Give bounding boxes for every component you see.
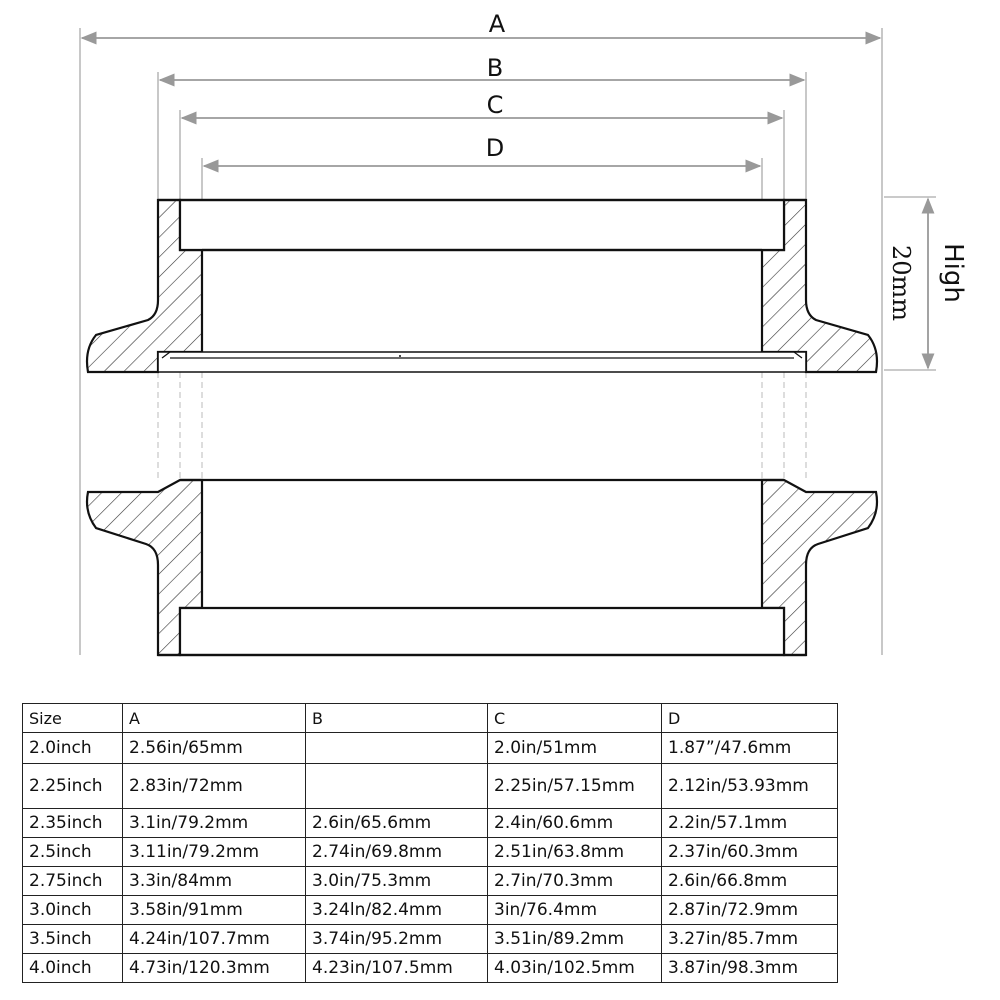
table-cell: 3.1in/79.2mm xyxy=(123,809,306,838)
table-cell: 3.74in/95.2mm xyxy=(306,925,488,954)
top-ring-part xyxy=(87,200,877,372)
header-d: D xyxy=(662,704,838,733)
table-cell: 2.35inch xyxy=(23,809,123,838)
table-cell: 4.24in/107.7mm xyxy=(123,925,306,954)
table-cell: 4.03in/102.5mm xyxy=(488,954,662,983)
table-row xyxy=(23,867,838,896)
table-row xyxy=(23,896,838,925)
dimension-a-label: A xyxy=(488,10,506,38)
table-cell: 2.0in/51mm xyxy=(488,733,662,764)
header-c: C xyxy=(488,704,662,733)
bottom-ring-part xyxy=(87,480,877,655)
table-cell: 3.51in/89.2mm xyxy=(488,925,662,954)
dimension-b-label: B xyxy=(486,54,504,82)
table-cell: 3.3in/84mm xyxy=(123,867,306,896)
table-cell: 2.5inch xyxy=(23,838,123,867)
table-cell: 3.87in/98.3mm xyxy=(662,954,838,983)
table-cell: 4.73in/120.3mm xyxy=(123,954,306,983)
header-b: B xyxy=(306,704,488,733)
header-a: A xyxy=(123,704,306,733)
table-row xyxy=(23,764,838,809)
table-cell: 2.0inch xyxy=(23,733,123,764)
table-cell: 2.74in/69.8mm xyxy=(306,838,488,867)
table-row xyxy=(23,954,838,983)
table-cell: 4.0inch xyxy=(23,954,123,983)
table-header-row xyxy=(23,704,838,733)
table-cell: 2.4in/60.6mm xyxy=(488,809,662,838)
header-size: Size xyxy=(23,704,123,733)
table-cell: 3.0inch xyxy=(23,896,123,925)
table-cell: 2.75inch xyxy=(23,867,123,896)
table-cell xyxy=(306,733,488,764)
top-groove xyxy=(158,352,806,372)
table-row xyxy=(23,809,838,838)
table-cell: 2.56in/65mm xyxy=(123,733,306,764)
table-cell: 3.11in/79.2mm xyxy=(123,838,306,867)
height-value-label: 20mm xyxy=(887,244,915,322)
table-cell: 3.24ln/82.4mm xyxy=(306,896,488,925)
table-cell: 2.87in/72.9mm xyxy=(662,896,838,925)
table-cell: 2.12in/53.93mm xyxy=(662,764,838,809)
table-cell: 2.25in/57.15mm xyxy=(488,764,662,809)
table-cell: 2.6in/66.8mm xyxy=(662,867,838,896)
table-cell: 2.37in/60.3mm xyxy=(662,838,838,867)
table-cell xyxy=(306,764,488,809)
size-table xyxy=(22,703,838,983)
table-cell: 2.2in/57.1mm xyxy=(662,809,838,838)
table-cell: 3.0in/75.3mm xyxy=(306,867,488,896)
table-cell: 3in/76.4mm xyxy=(488,896,662,925)
height-label: High xyxy=(938,243,968,303)
table-row xyxy=(23,925,838,954)
table-row xyxy=(23,733,838,764)
table-cell: 2.83in/72mm xyxy=(123,764,306,809)
table-cell: 3.27in/85.7mm xyxy=(662,925,838,954)
table-cell: 1.87”/47.6mm xyxy=(662,733,838,764)
table-cell: 2.7in/70.3mm xyxy=(488,867,662,896)
top-inner-body xyxy=(180,200,784,250)
table-row xyxy=(23,838,838,867)
table-cell: 3.5inch xyxy=(23,925,123,954)
dimension-d-label: D xyxy=(485,134,505,162)
table-cell: 2.25inch xyxy=(23,764,123,809)
dimension-c-label: C xyxy=(486,91,504,119)
table-cell: 4.23in/107.5mm xyxy=(306,954,488,983)
table-cell: 2.51in/63.8mm xyxy=(488,838,662,867)
bottom-inner-body xyxy=(180,608,784,655)
table-cell: 3.58in/91mm xyxy=(123,896,306,925)
table-cell: 2.6in/65.6mm xyxy=(306,809,488,838)
